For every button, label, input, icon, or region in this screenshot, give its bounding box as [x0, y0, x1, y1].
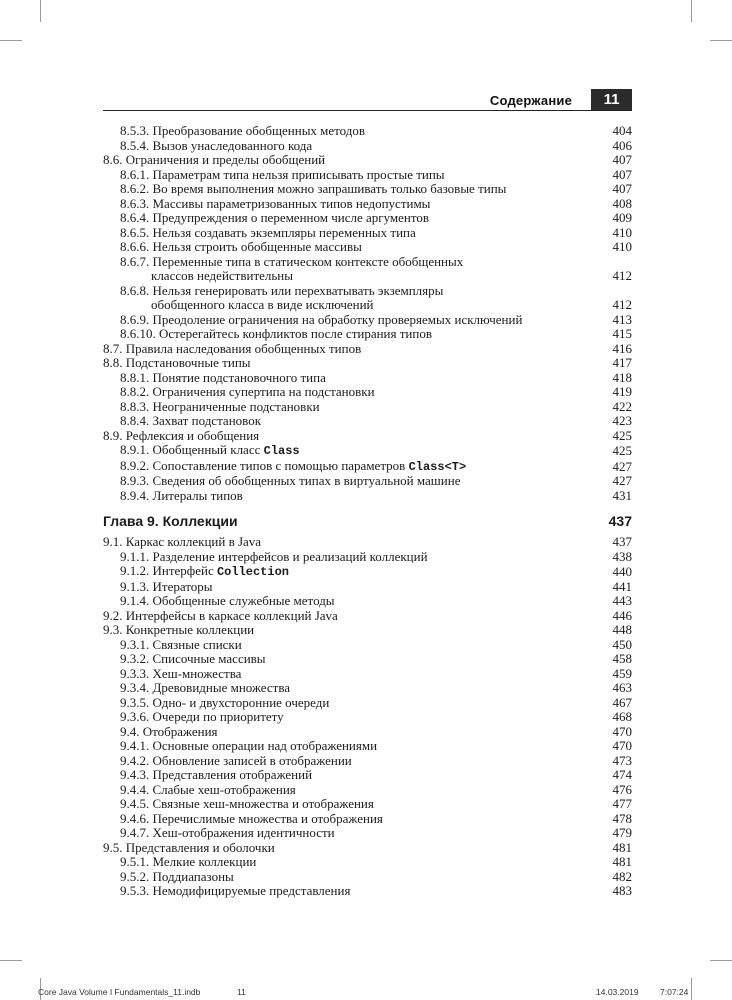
- toc-entry: [103, 667, 632, 682]
- toc-entry: [103, 638, 632, 653]
- toc-entry-title: [103, 443, 592, 459]
- toc-entry: [103, 182, 632, 197]
- toc-title-text: 9.4. Отображения: [120, 723, 218, 739]
- toc-entry: [103, 550, 632, 565]
- toc-entry: [103, 681, 632, 696]
- toc-title-text: 8.9.4. Литералы типов: [120, 487, 243, 503]
- toc-entry: [103, 168, 632, 183]
- toc-entry-title: [103, 535, 592, 550]
- toc-entry: [103, 459, 632, 475]
- toc-title-text: 8.8.3. Неограниченные подстановки: [120, 398, 320, 414]
- toc-page-number: 440: [612, 564, 632, 579]
- toc-title-text: 9.3.3. Хеш-множества: [120, 665, 242, 681]
- toc-title-continuation: обобщенного класса в виде исключений: [151, 297, 374, 312]
- crop-mark: [691, 978, 692, 1000]
- toc-title-text: 8.6.6. Нельзя строить обобщенные массивы: [120, 239, 362, 254]
- toc-entry-title: [103, 580, 592, 595]
- toc-page-number: 473: [612, 752, 632, 768]
- toc-entry-title: [103, 255, 592, 284]
- toc-page-number: 450: [612, 636, 632, 652]
- toc-page-number: 437: [608, 513, 632, 529]
- running-title: Содержание: [489, 93, 572, 108]
- toc-code-term: Class<T>: [408, 459, 467, 474]
- toc-page-number: 481: [612, 854, 632, 869]
- toc-entry-title: [103, 609, 592, 624]
- toc-entry-title: [103, 884, 592, 899]
- toc-entry: [103, 783, 632, 798]
- toc-page-number: 407: [612, 152, 632, 167]
- toc-title-text: 9.4.1. Основные операции над отображениями: [120, 738, 378, 753]
- toc-title-text: 9.3.1. Связные списки: [120, 636, 242, 652]
- toc-title-text: 8.9. Рефлексия и обобщения: [103, 427, 260, 443]
- toc-page-number: 407: [612, 166, 632, 182]
- toc-entry: [103, 580, 632, 595]
- toc-entry: [103, 153, 632, 168]
- toc-code-term: Class: [263, 444, 300, 458]
- footer-filename: Core Java Volume I Fundamentals_11.indb: [38, 987, 201, 997]
- toc-entry-title: [103, 652, 592, 667]
- toc-page-number: 482: [612, 868, 632, 884]
- toc-title-text: 8.6.4. Предупреждения о переменном числе аргументов: [120, 210, 430, 225]
- toc-entry: [103, 211, 632, 226]
- toc-entry-title: [103, 696, 592, 711]
- toc-page-number: 415: [612, 326, 632, 341]
- toc-title-text: 8.9.3. Сведения об обобщенных типах в виртуальной машине: [120, 473, 461, 488]
- toc-title-text: 8.6.1. Параметрам типа нельзя приписывать простые типы: [120, 166, 445, 182]
- toc-entry: [103, 226, 632, 241]
- toc-entry: [103, 797, 632, 812]
- toc-entry: [103, 594, 632, 609]
- toc-entry-title: [103, 594, 592, 609]
- toc-entry-title: [103, 356, 592, 371]
- toc-entry-title: [103, 725, 592, 740]
- crop-mark: [40, 978, 41, 1000]
- toc-title-text: 8.6.5. Нельзя создавать экземпляры переменных типа: [120, 224, 416, 240]
- toc-title-text: 9.5. Представления и оболочки: [103, 839, 275, 855]
- toc-title-text: 8.5.3. Преобразование обобщенных методов: [120, 123, 366, 138]
- toc-entry: [103, 255, 632, 284]
- toc-entry-title: [103, 768, 592, 783]
- toc-entry-title: [103, 855, 592, 870]
- toc-page-number: 481: [612, 839, 632, 855]
- toc-code-term: Collection: [216, 565, 289, 579]
- toc-title-text: 9.5.1. Мелкие коллекции: [120, 854, 257, 869]
- toc-page-number: 448: [612, 622, 632, 637]
- toc-page-number: 412: [612, 268, 632, 283]
- toc-entry-title: [103, 826, 592, 841]
- toc-entry: [103, 474, 632, 489]
- toc-title-text: 8.8.4. Захват подстановок: [120, 413, 262, 428]
- toc-entry-title: [103, 284, 592, 313]
- toc-entry: [103, 313, 632, 328]
- toc-entry-title: [103, 783, 592, 798]
- toc-entry-title: [103, 139, 592, 154]
- toc-page-number: 410: [612, 224, 632, 240]
- toc-entry-title: [103, 667, 592, 682]
- crop-mark: [710, 960, 732, 961]
- toc-title-text: 8.6.2. Во время выполнения можно запрашивать только базовые типы: [120, 181, 507, 196]
- toc-entry: [103, 124, 632, 139]
- toc-entry: [103, 609, 632, 624]
- toc-entry-title: [103, 754, 592, 769]
- toc-title-text: 8.8.1. Понятие подстановочного типа: [120, 369, 326, 385]
- toc-title-text: 8.9.1. Обобщенный класс: [120, 442, 264, 457]
- toc-entry: [103, 754, 632, 769]
- toc-entry: [103, 139, 632, 154]
- toc-entry: [103, 564, 632, 580]
- toc-page-number: 459: [612, 665, 632, 681]
- toc-entry: [103, 696, 632, 711]
- toc-page-number: 470: [612, 723, 632, 739]
- toc-entry-title: [103, 313, 592, 328]
- toc-entry-title: [103, 168, 592, 183]
- toc-entry: [103, 725, 632, 740]
- toc-page-number: 476: [612, 781, 632, 797]
- toc-entry: [103, 855, 632, 870]
- toc-page-number: 483: [612, 883, 632, 898]
- toc-entry: [103, 284, 632, 313]
- toc-entry: [103, 812, 632, 827]
- page-header: [0, 0, 732, 120]
- toc-title-text: 8.9.2. Сопоставление типов с помощью параметров: [120, 457, 409, 473]
- toc-page-number: 458: [612, 651, 632, 666]
- toc-title-text: 9.5.3. Немодифицируемые представления: [120, 883, 351, 898]
- toc-entry-title: [103, 623, 592, 638]
- toc-title-text: 9.4.5. Связные хеш-множества и отображения: [120, 796, 374, 811]
- toc-entry-title: [103, 870, 592, 885]
- toc-page-number: 407: [612, 181, 632, 196]
- toc-entry: [103, 371, 632, 386]
- toc-entry: [103, 327, 632, 342]
- toc-entry: [103, 400, 632, 415]
- toc-page-number: 477: [612, 796, 632, 811]
- toc-entry-title: [103, 564, 592, 580]
- toc-title-text: 9.3.2. Списочные массивы: [120, 651, 266, 666]
- toc-page-number: 467: [612, 694, 632, 710]
- toc-entry-title: [103, 812, 592, 827]
- toc-page-number: 419: [612, 384, 632, 399]
- toc-title-text: 9.4.7. Хеш-отображения идентичности: [120, 825, 335, 840]
- toc-page-number: 427: [612, 473, 632, 488]
- toc-entry: [103, 535, 632, 550]
- toc-title-text: 9.1.1. Разделение интерфейсов и реализаций коллекций: [120, 548, 428, 564]
- toc-title-text: 8.6.7. Переменные типа в статическом контексте обобщенных: [120, 253, 464, 269]
- toc-title-text: 9.4.3. Представления отображений: [120, 767, 313, 782]
- toc-page-number: 416: [612, 340, 632, 356]
- toc-title-text: 9.1.2. Интерфейс: [120, 563, 217, 578]
- toc-page-number: 425: [612, 427, 632, 443]
- toc-entry: [103, 739, 632, 754]
- toc-entry-title: [103, 638, 592, 653]
- toc-entry: [103, 652, 632, 667]
- toc-entry: [103, 623, 632, 638]
- toc-entry-title: [103, 182, 592, 197]
- toc-entry-title: [103, 385, 592, 400]
- toc-entry-title: [103, 550, 592, 565]
- toc-entry: [103, 443, 632, 459]
- toc-entry-title: [103, 681, 592, 696]
- toc-entry-title: [103, 400, 592, 415]
- toc-title-text: 8.6.9. Преодоление ограничения на обработку проверяемых исключений: [120, 311, 523, 327]
- toc-entry-title: [103, 153, 592, 168]
- toc-entry-title: [103, 124, 592, 139]
- toc-entry-title: [103, 459, 592, 475]
- toc-entry-title: [103, 240, 592, 255]
- toc-title-text: 9.3. Конкретные коллекции: [103, 622, 255, 637]
- toc-entry-title: [103, 211, 592, 226]
- toc-page-number: 479: [612, 825, 632, 840]
- toc-page-number: 446: [612, 607, 632, 623]
- toc-page-number: 437: [612, 534, 632, 549]
- toc-page-number: 474: [612, 767, 632, 782]
- toc-title-text: 9.1.3. Итераторы: [120, 578, 213, 594]
- toc-title-text: 8.6.3. Массивы параметризованных типов недопустимы: [120, 195, 431, 211]
- toc-page-number: 406: [612, 137, 632, 153]
- toc-page-number: 443: [612, 593, 632, 608]
- toc-entry-title: [103, 739, 592, 754]
- header-rule: [103, 110, 632, 111]
- toc-page-number: 412: [612, 297, 632, 312]
- toc-page-number: 404: [612, 123, 632, 138]
- toc-title-continuation: классов недействительны: [151, 268, 294, 283]
- toc-page-number: 470: [612, 738, 632, 753]
- toc-page-number: 417: [612, 355, 632, 370]
- toc-entry: [103, 414, 632, 429]
- toc-entry: [103, 710, 632, 725]
- toc-entry: [103, 197, 632, 212]
- toc-chapter: [103, 513, 632, 529]
- toc-title-text: 8.7. Правила наследования обобщенных типов: [103, 340, 362, 356]
- toc-entry-title: [103, 797, 592, 812]
- toc-entry: [103, 489, 632, 504]
- toc-title-text: 8.8.2. Ограничения супертипа на подстановки: [120, 384, 375, 399]
- toc-title-text: 8.5.4. Вызов унаследованного кода: [120, 137, 313, 153]
- toc-entry: [103, 429, 632, 444]
- toc-entry-title: [103, 429, 592, 444]
- toc-entry: [103, 826, 632, 841]
- toc-page-number: 423: [612, 413, 632, 428]
- toc-entry-title: [103, 327, 592, 342]
- toc-entry-title: [103, 371, 592, 386]
- table-of-contents: [103, 124, 632, 899]
- toc-entry: [103, 870, 632, 885]
- toc-page-number: 408: [612, 195, 632, 211]
- toc-title-text: 8.6.8. Нельзя генерировать или перехватывать экземпляры: [120, 282, 444, 298]
- toc-page-number: 463: [612, 680, 632, 695]
- toc-entry-title: [103, 710, 592, 725]
- toc-entry: [103, 768, 632, 783]
- toc-entry-title: [103, 489, 592, 504]
- toc-entry-title: [103, 474, 592, 489]
- toc-page-number: 441: [612, 578, 632, 594]
- toc-title-text: 9.3.6. Очереди по приоритету: [120, 709, 284, 724]
- toc-title-text: 8.8. Подстановочные типы: [103, 355, 251, 370]
- toc-page-number: 478: [612, 810, 632, 826]
- toc-page-number: 438: [612, 548, 632, 564]
- toc-entry: [103, 385, 632, 400]
- toc-title-text: 9.4.2. Обновление записей в отображении: [120, 752, 352, 768]
- toc-entry-title: [103, 414, 592, 429]
- toc-page-number: 410: [612, 239, 632, 254]
- toc-title-text: 9.3.5. Одно- и двухсторонние очереди: [120, 694, 330, 710]
- toc-title-text: 9.1.4. Обобщенные служебные методы: [120, 593, 335, 608]
- toc-entry: [103, 841, 632, 856]
- toc-page-number: 427: [612, 458, 632, 474]
- toc-entry-title: [103, 226, 592, 241]
- toc-title-text: 9.2. Интерфейсы в каркасе коллекций Java: [103, 607, 338, 623]
- toc-title-text: 9.5.2. Поддиапазоны: [120, 868, 234, 884]
- footer-date: 14.03.2019: [596, 987, 639, 997]
- toc-page-number: 422: [612, 398, 632, 414]
- toc-title-text: 8.6.10. Остерегайтесь конфликтов после стирания типов: [120, 326, 432, 341]
- toc-page-number: 413: [612, 311, 632, 327]
- toc-title-text: 9.4.4. Слабые хеш-отображения: [120, 781, 296, 797]
- toc-entry-title: [103, 342, 592, 357]
- toc-page-number: 431: [612, 487, 632, 503]
- toc-title-text: 9.3.4. Древовидные множества: [120, 680, 291, 695]
- toc-title-text: 9.4.6. Перечислимые множества и отображения: [120, 810, 383, 826]
- toc-entry-title: [103, 513, 592, 529]
- toc-page-number: 468: [612, 709, 632, 724]
- toc-title-text: 9.1. Каркас коллекций в Java: [103, 534, 262, 549]
- toc-entry-title: [103, 197, 592, 212]
- toc-entry: [103, 342, 632, 357]
- toc-entry: [103, 884, 632, 899]
- toc-entry: [103, 240, 632, 255]
- toc-title-text: Глава 9. Коллекции: [103, 513, 238, 529]
- toc-page-number: 418: [612, 369, 632, 385]
- crop-mark: [0, 960, 22, 961]
- toc-entry-title: [103, 841, 592, 856]
- toc-page-number: 425: [612, 443, 632, 458]
- footer-page: 11: [237, 987, 246, 997]
- toc-title-text: 8.6. Ограничения и пределы обобщений: [103, 152, 326, 167]
- toc-entry: [103, 356, 632, 371]
- footer-time: 7:07:24: [660, 987, 689, 997]
- page-number-badge: 11: [591, 89, 632, 111]
- toc-page-number: 409: [612, 210, 632, 225]
